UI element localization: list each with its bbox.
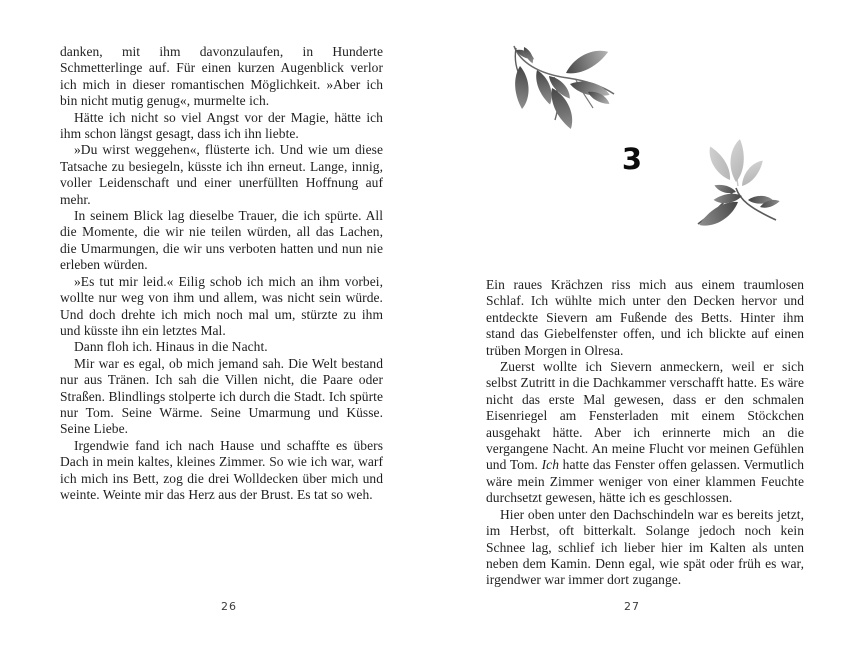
paragraph (60, 438, 383, 504)
text-run: In seinem Blick lag dieselbe Trauer, die ich spürte. All die Momente, die wir nie teilen würden, all das Lachen, die Umarmungen, die wir uns verboten hatten und nun nie erleben würden. (60, 208, 383, 273)
right-text-column (486, 277, 804, 589)
text-run: danken, mit ihm davonzulaufen, in Hunderte Schmetterlinge auf. Für einen kurzen Augenblick verlor ich mich in dieser romantischen Möglichkeit. »Aber ich bin nicht mutig genug«, murmelte ich. (60, 44, 383, 109)
text-run: Irgendwie fand ich nach Hause und schaffte es übers Dach in mein kaltes, kleines Zimmer. So wie ich war, warf ich mich ins Bett, zog die drei Wolldecken über mich und weinte. Weinte mir das Herz aus der Brust. Es tat so weh. (60, 437, 383, 502)
paragraph (60, 44, 383, 110)
paragraph (60, 208, 383, 274)
leaf-glyphs (695, 138, 780, 229)
text-run: hatte das Fenster offen gelassen. Vermutlich wäre mein Zimmer weniger von einer klammen Feuchte durchsetzt gewesen, hätte ich es geschlossen. (486, 457, 805, 506)
paragraph (60, 142, 383, 208)
chapter-number: 3 (621, 142, 643, 176)
text-run: Dann floh ich. Hinaus in die Nacht. (74, 339, 268, 355)
paragraph (60, 274, 383, 340)
leaf-glyphs (510, 45, 614, 131)
paragraph (60, 110, 383, 143)
page-number-right: 27 (624, 600, 640, 613)
text-run: »Es tut mir leid.« Eilig schob ich mich an ihm vorbei, wollte nur weg von ihm und allem, was nicht sein würde. Und doch drehte ich mich noch mal um, stürzte zu ihm und küsste ihn ein letztes Mal. (60, 273, 383, 338)
text-run: Hier oben unter den Dachschindeln war es bereits jetzt, im Herbst, oft bitterkalt. Solange jedoch noch kein Schnee lag, schlief ich lieber hier im Kalten als unten neben dem Kamin. Denn egal, wie spät oder früh es war, irgendwer war immer dort zugange. (486, 506, 804, 588)
paragraph (60, 356, 383, 438)
paragraph (486, 507, 804, 589)
text-run: Hätte ich nicht so viel Angst vor der Magie, hätte ich ihm schon längst gesagt, dass ich ihn liebte. (60, 109, 383, 142)
leaf-branch-top-icon (500, 40, 624, 140)
paragraph (486, 277, 804, 359)
left-text-column (60, 44, 383, 503)
italic-text: Ich (541, 457, 560, 473)
page-number-left: 26 (221, 600, 237, 613)
paragraph (60, 339, 383, 355)
text-run: Ein raues Krächzen riss mich aus einem traumlosen Schlaf. Ich wühlte mich unter den Decken hervor und entdeckte Sievern am Fußende des Betts. Hinter ihm stand das Giebelfenster offen, und ich blickte auf einen trüben Morgen in Olresa. (486, 277, 804, 358)
text-run: Mir war es egal, ob mich jemand sah. Die Welt bestand nur aus Tränen. Ich sah die Villen nicht, die Paare oder Straßen. Blindlings stolperte ich durch die Stadt. Ich spürte nur Tom. Seine Wärme. Seine Umarmung und Küsse. Seine Liebe. (60, 355, 383, 437)
leaf-sprig-bottom-icon (690, 130, 790, 232)
text-run: Zuerst wollte ich Sievern anmeckern, weil er sich selbst Zutritt in die Dachkammer verschafft hatte. Es wäre nicht das erste Mal gewesen, dass er den schmalen Eisenriegel am Fensterladen mit einem Stöckchen ausgehakt hätte. Aber ich erinnerte mich an die vergangene Nacht. An meine Flucht vor meinen Gefühlen und Tom. (486, 359, 804, 473)
paragraph (486, 359, 804, 507)
text-run: »Du wirst weggehen«, flüsterte ich. Und wie um diese Tatsache zu besiegeln, küsste ich ihn erneut. Lange, innig, voller Leidenschaft und einer unerfüllten Hoffnung auf mehr. (60, 142, 383, 207)
